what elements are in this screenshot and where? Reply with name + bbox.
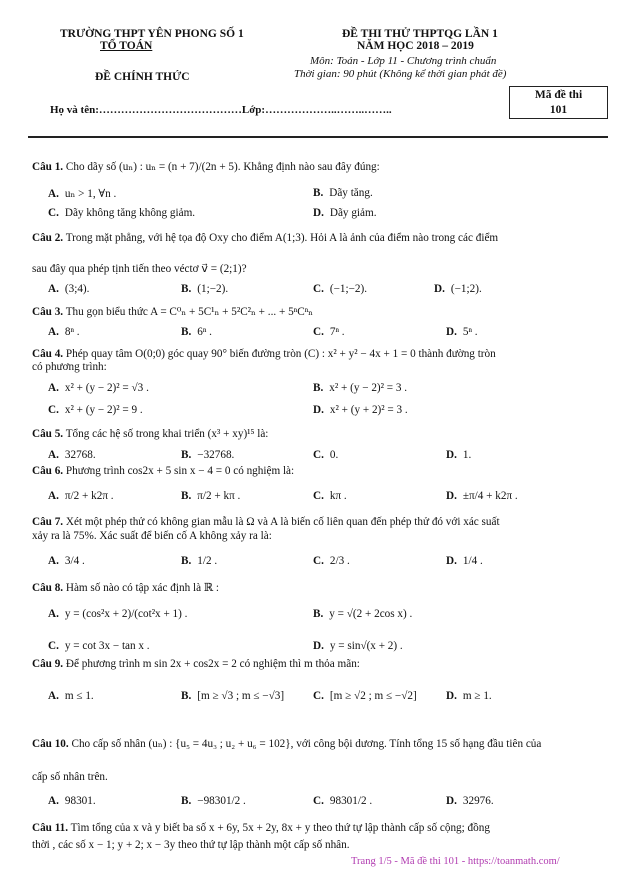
option-text: 1/2 . <box>197 555 218 567</box>
option-letter: A. <box>48 449 59 461</box>
answer-option <box>48 283 89 295</box>
question-label: Câu 5. <box>32 428 64 440</box>
answer-option <box>48 555 85 567</box>
answer-option <box>313 326 345 338</box>
answer-option <box>48 187 116 200</box>
exam-code: 101 <box>549 104 568 116</box>
question-label: Câu 10. <box>32 738 69 750</box>
name-class-field: Họ và tên:…………………………………Lớp:………………..……..…….. <box>50 104 392 116</box>
question-text-cont: có phương trình: <box>32 361 107 373</box>
question-label: Câu 9. <box>32 658 64 670</box>
answer-option <box>313 690 417 702</box>
question-11 <box>32 822 490 834</box>
option-letter: A. <box>48 326 59 338</box>
question-text: Phép quay tâm O(0;0) góc quay 90° biến đường tròn (C) : x² + y² − 4x + 1 = 0 thành đường tròn <box>65 348 496 360</box>
option-text: (−1;2). <box>450 283 482 295</box>
option-text: y = (cos²x + 2)/(cot²x + 1) . <box>64 608 188 620</box>
option-text: (−1;−2). <box>329 283 368 295</box>
question-1 <box>32 160 380 173</box>
option-letter: B. <box>181 555 192 567</box>
question-3 <box>32 305 313 318</box>
question-text: Tổng các hệ số trong khai triển (x³ + xy)¹⁵ là: <box>65 428 269 440</box>
answer-option <box>48 490 114 502</box>
answer-option <box>434 283 482 295</box>
question-text: Phương trình cos2x + 5 sin x − 4 = 0 có nghiệm là: <box>65 465 295 477</box>
option-letter: B. <box>313 187 324 199</box>
option-text: (3;4). <box>64 283 90 295</box>
answer-option <box>181 490 240 502</box>
option-text: −32768. <box>197 449 235 461</box>
answer-option <box>313 187 373 199</box>
option-letter: B. <box>181 283 192 295</box>
option-text: (1;−2). <box>197 283 229 295</box>
time-line: Thời gian: 90 phút (Không kể thời gian phát đề) <box>294 68 507 80</box>
option-text: 98301/2 . <box>329 795 373 807</box>
option-letter: A. <box>48 382 59 394</box>
option-letter: A. <box>48 795 59 807</box>
option-text: kπ . <box>329 490 347 502</box>
answer-option <box>48 449 96 461</box>
answer-option <box>313 283 367 295</box>
question-label: Câu 2. <box>32 232 64 244</box>
option-letter: B. <box>313 608 324 620</box>
option-text: y = √(2 + 2cos x) . <box>329 608 413 620</box>
option-text: [m ≥ √2 ; m ≤ −√2] <box>329 690 417 702</box>
school-name: TRƯỜNG THPT YÊN PHONG SỐ 1 <box>60 28 244 40</box>
option-letter: D. <box>446 326 457 338</box>
question-label: Câu 7. <box>32 516 64 528</box>
question-text-cont: thời , các số x − 1; y + 2; x − 3y theo thứ tự lập thành một cấp số nhân. <box>32 839 350 851</box>
option-text: [m ≥ √3 ; m ≤ −√3] <box>197 690 285 702</box>
option-letter: C. <box>313 449 324 461</box>
option-text: 3/4 . <box>64 555 85 567</box>
option-text: 8ⁿ . <box>64 326 80 338</box>
option-letter: D. <box>313 404 324 416</box>
option-text: 1/4 . <box>462 555 483 567</box>
answer-option <box>48 326 80 338</box>
answer-option <box>48 382 149 394</box>
option-letter: C. <box>313 795 324 807</box>
option-text: 0. <box>329 449 339 461</box>
option-text: 98301. <box>64 795 96 807</box>
question-text: Trong mặt phẳng, với hệ tọa độ Oxy cho điểm A(1;3). Hỏi A là ảnh của điểm nào trong các điểm <box>65 232 499 244</box>
answer-option <box>181 795 246 807</box>
option-letter: B. <box>181 490 192 502</box>
option-letter: D. <box>446 449 457 461</box>
answer-option <box>313 640 403 652</box>
question-text-cont: sau đây qua phép tịnh tiến theo véctơ v⃗ = (2;1)? <box>32 263 247 275</box>
question-10 <box>32 737 541 750</box>
option-letter: C. <box>48 404 59 416</box>
question-label: Câu 4. <box>32 348 64 360</box>
answer-option <box>181 690 284 702</box>
answer-option <box>313 449 338 461</box>
option-text: 32976. <box>462 795 494 807</box>
answer-option <box>48 207 195 219</box>
option-text: π/2 + k2π . <box>64 490 114 502</box>
option-letter: C. <box>313 690 324 702</box>
question-label: Câu 11. <box>32 822 69 834</box>
option-letter: D. <box>446 555 457 567</box>
subject-line: Môn: Toán - Lớp 11 - Chương trình chuẩn <box>310 55 497 67</box>
answer-option <box>313 404 408 416</box>
answer-option <box>48 795 96 807</box>
answer-option <box>48 404 143 416</box>
page-footer: Trang 1/5 - Mã đề thi 101 - https://toanmath.com/ <box>351 856 560 867</box>
question-4 <box>32 348 496 360</box>
option-letter: C. <box>313 490 324 502</box>
option-text: x² + (y + 2)² = 3 . <box>329 404 408 416</box>
option-text: ±π/4 + k2π . <box>462 490 518 502</box>
option-letter: D. <box>313 640 324 652</box>
option-text: π/2 + kπ . <box>197 490 241 502</box>
answer-option <box>313 207 377 219</box>
option-letter: B. <box>181 449 192 461</box>
option-letter: D. <box>434 283 445 295</box>
question-label: Câu 1. <box>32 161 64 173</box>
option-text: y = cot 3x − tan x . <box>64 640 150 652</box>
option-text: m ≥ 1. <box>462 690 492 702</box>
option-text: x² + (y − 2)² = √3 . <box>64 382 149 394</box>
option-text: x² + (y − 2)² = 9 . <box>64 404 143 416</box>
question-text: Cho dãy số (uₙ) : uₙ = (n + 7)/(2n + 5). Khẳng định nào sau đây đúng: <box>65 161 380 173</box>
option-letter: D. <box>446 795 457 807</box>
question-text: Để phương trình m sin 2x + cos2x = 2 có nghiệm thì m thỏa mãn: <box>65 658 360 670</box>
option-letter: D. <box>446 690 457 702</box>
option-letter: C. <box>48 640 59 652</box>
question-8 <box>32 581 219 594</box>
answer-option <box>446 449 471 461</box>
option-text: 6ⁿ . <box>197 326 212 338</box>
question-9 <box>32 658 360 670</box>
option-text: −98301/2 . <box>197 795 246 807</box>
answer-option <box>48 690 94 702</box>
official-label: ĐỀ CHÍNH THỨC <box>95 71 190 83</box>
option-text: y = sin√(x + 2) . <box>329 640 403 652</box>
option-letter: B. <box>313 382 324 394</box>
header-divider <box>28 136 608 138</box>
answer-option <box>181 283 228 295</box>
question-text: Thu gọn biểu thức A = C⁰ₙ + 5C¹ₙ + 5²C²ₙ + ... + 5ⁿCⁿₙ <box>65 306 314 318</box>
question-label: Câu 8. <box>32 582 64 594</box>
question-label: Câu 3. <box>32 306 64 318</box>
answer-option <box>446 555 483 567</box>
option-letter: C. <box>313 326 324 338</box>
answer-option <box>313 555 350 567</box>
option-text: 32768. <box>64 449 96 461</box>
option-letter: C. <box>313 283 324 295</box>
option-text: Dãy không tăng không giảm. <box>64 207 196 219</box>
option-letter: A. <box>48 188 59 200</box>
question-6 <box>32 465 294 477</box>
option-letter: D. <box>446 490 457 502</box>
option-letter: B. <box>181 795 192 807</box>
answer-option <box>48 608 187 620</box>
question-text-cont: xảy ra là 75%. Xác suất để biến cố A không xảy ra là: <box>32 530 272 542</box>
answer-option <box>181 326 212 338</box>
department: TỔ TOÁN <box>100 40 153 52</box>
option-letter: B. <box>181 690 192 702</box>
exam-code-label: Mã đề thi <box>534 89 583 101</box>
question-text-cont: cấp số nhân trên. <box>32 771 108 783</box>
option-text: 2/3 . <box>329 555 350 567</box>
answer-option <box>446 690 492 702</box>
question-label: Câu 6. <box>32 465 64 477</box>
question-text: Hàm số nào có tập xác định là ℝ : <box>65 582 220 594</box>
answer-option <box>313 490 347 502</box>
option-text: 5ⁿ . <box>462 326 478 338</box>
question-7 <box>32 516 500 528</box>
option-text: x² + (y − 2)² = 3 . <box>329 382 408 394</box>
question-2 <box>32 232 498 244</box>
school-year: NĂM HỌC 2018 – 2019 <box>357 40 474 52</box>
exam-code-box <box>509 86 608 119</box>
answer-option <box>446 326 478 338</box>
question-text: Tìm tổng của x và y biết ba số x + 6y, 5x + 2y, 8x + y theo thứ tự lập thành cấp số cộng; đồng <box>70 822 490 834</box>
answer-option <box>446 795 494 807</box>
answer-option <box>313 608 412 620</box>
option-letter: A. <box>48 283 59 295</box>
option-letter: A. <box>48 490 59 502</box>
question-text: Xét một phép thử có không gian mẫu là Ω và A là biến cố liên quan đến phép thử đó với xác suất <box>65 516 500 528</box>
option-letter: A. <box>48 555 59 567</box>
answer-option <box>181 555 217 567</box>
option-text: 7ⁿ . <box>329 326 345 338</box>
option-text: uₙ > 1, ∀n . <box>64 188 117 200</box>
option-text: Dãy tăng. <box>329 187 373 199</box>
answer-option <box>181 449 234 461</box>
option-text: m ≤ 1. <box>64 690 94 702</box>
option-letter: A. <box>48 608 59 620</box>
option-letter: B. <box>181 326 192 338</box>
answer-option <box>446 490 518 502</box>
option-letter: A. <box>48 690 59 702</box>
option-text: 1. <box>462 449 472 461</box>
option-letter: D. <box>313 207 324 219</box>
option-text: Dãy giảm. <box>329 207 377 219</box>
option-letter: C. <box>313 555 324 567</box>
question-5 <box>32 428 268 440</box>
option-letter: C. <box>48 207 59 219</box>
question-text: Cho cấp số nhân (uₙ) : {u₅ = 4u₃ ; u₂ + u₆ = 102}, với công bội dương. Tính tổng 15 số hạng đầu tiên của <box>71 738 542 750</box>
exam-title: ĐỀ THI THỬ THPTQG LẦN 1 <box>342 28 498 40</box>
answer-option <box>313 382 407 394</box>
answer-option <box>313 795 372 807</box>
answer-option <box>48 640 150 652</box>
